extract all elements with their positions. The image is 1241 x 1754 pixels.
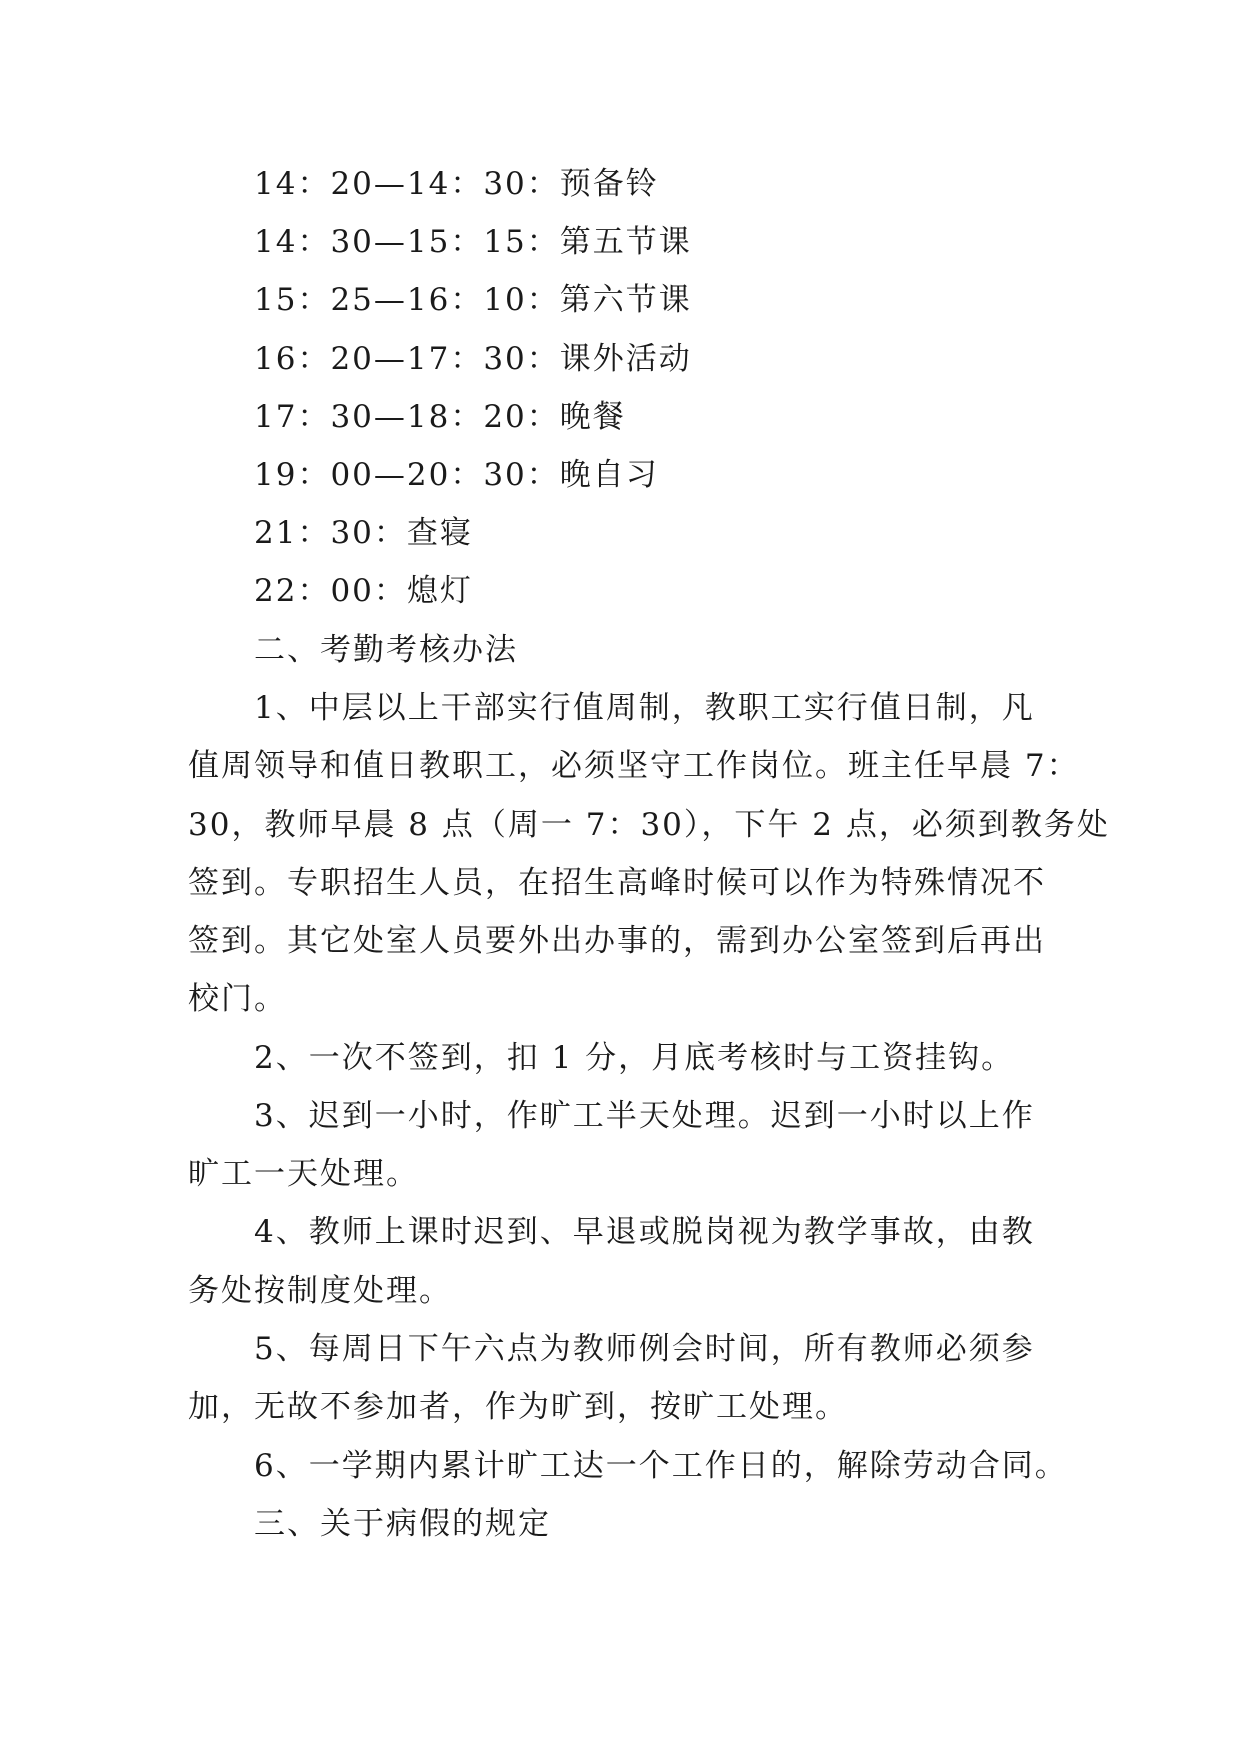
schedule-line: 16：20—17：30：课外活动 [254,341,692,377]
rule-1-line: 签到。专职招生人员，在招生高峰时候可以作为特殊情况不 [188,865,1046,901]
rule-1-line: 签到。其它处室人员要外出办事的，需到办公室签到后再出 [188,923,1046,959]
rule-3-line: 旷工一天处理。 [188,1156,419,1192]
schedule-line: 15：25—16：10：第六节课 [254,282,692,318]
rule-6-line: 6、一学期内累计旷工达一个工作日的，解除劳动合同。 [254,1448,1068,1484]
section-heading: 二、考勤考核办法 [254,632,518,668]
rule-4-line: 务处按制度处理。 [188,1273,452,1309]
section-heading: 三、关于病假的规定 [254,1506,551,1542]
rule-1-line: 30，教师早晨 8 点（周一 7：30），下午 2 点，必须到教务处 [188,807,1110,843]
schedule-line: 17：30—18：20：晚餐 [254,399,626,435]
rule-1-line: 1、中层以上干部实行值周制，教职工实行值日制，凡 [254,690,1035,726]
schedule-line: 22：00：熄灯 [254,573,473,609]
rule-4-line: 4、教师上课时迟到、早退或脱岗视为教学事故，由教 [254,1214,1035,1250]
schedule-line: 14：20—14：30：预备铃 [254,166,659,202]
rule-2-line: 2、一次不签到，扣 1 分，月底考核时与工资挂钩。 [254,1040,1015,1076]
schedule-line: 21：30：查寝 [254,515,473,551]
rule-1-line: 校门。 [188,981,287,1017]
schedule-line: 14：30—15：15：第五节课 [254,224,692,260]
rule-3-line: 3、迟到一小时，作旷工半天处理。迟到一小时以上作 [254,1098,1035,1134]
schedule-line: 19：00—20：30：晚自习 [254,457,659,493]
rule-1-line: 值周领导和值日教职工，必须坚守工作岗位。班主任早晨 7： [188,748,1080,784]
rule-5-line: 5、每周日下午六点为教师例会时间，所有教师必须参 [254,1331,1035,1367]
rule-5-line: 加，无故不参加者，作为旷到，按旷工处理。 [188,1389,848,1425]
